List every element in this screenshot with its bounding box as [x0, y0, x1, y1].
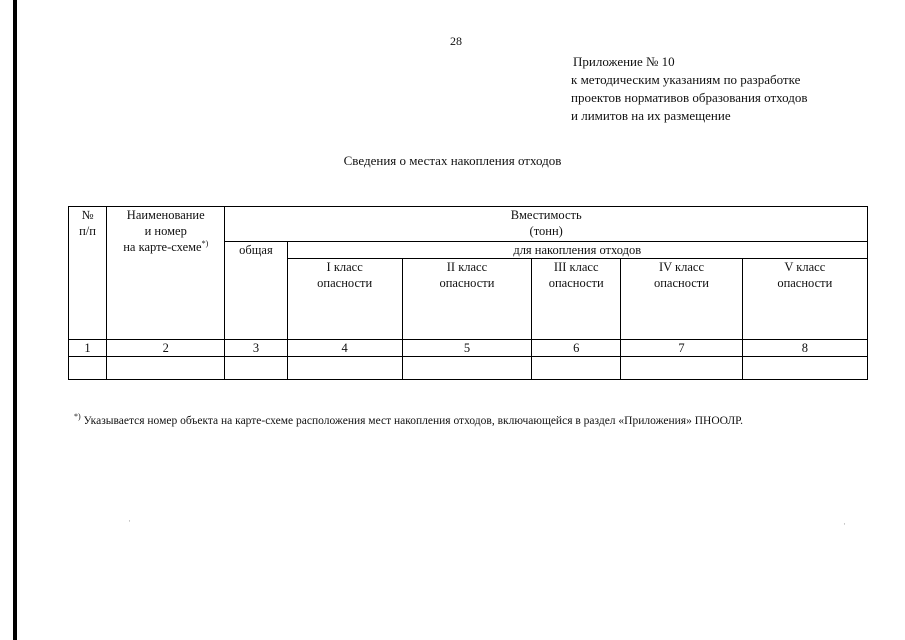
header-for-accumulation: для накопления отходов [287, 242, 867, 259]
header-class-2 [402, 259, 531, 340]
column-index: 4 [287, 340, 402, 357]
column-index: 5 [402, 340, 531, 357]
column-index: 1 [69, 340, 107, 357]
header-class-3 [532, 259, 621, 340]
annex-line-1: Приложение № 10 [573, 54, 675, 69]
header-name-line-1: Наименование [126, 208, 205, 222]
class-4-line-2: опасности [653, 276, 709, 290]
column-index: 6 [532, 340, 621, 357]
table-cell [69, 357, 107, 380]
footnote-marker: *) [201, 238, 209, 248]
footnote [74, 412, 743, 427]
header-class-1 [287, 259, 402, 340]
column-index: 3 [225, 340, 287, 357]
column-index: 8 [742, 340, 867, 357]
scan-edge-bar [13, 0, 17, 640]
table-cell [742, 357, 867, 380]
header-capacity-line-1: Вместимость [510, 208, 582, 222]
document-title: Сведения о местах накопления отходов [343, 153, 562, 168]
table-cell [225, 357, 287, 380]
table-row [69, 357, 868, 380]
class-3-line-2: опасности [548, 276, 604, 290]
table-cell [107, 357, 225, 380]
table-cell [402, 357, 531, 380]
footnote-text: Указывается номер объекта на карте-схеме расположения мест накопления отходов, включающейся в раздел «Приложения» ПНООЛР. [80, 415, 743, 427]
table-cell [287, 357, 402, 380]
annex-header [571, 53, 808, 125]
column-index: 7 [621, 340, 742, 357]
header-capacity-line-2: (тонн) [529, 224, 563, 238]
table-cell [621, 357, 742, 380]
header-number-pp: п/п [79, 224, 96, 238]
class-5-line-2: опасности [777, 276, 833, 290]
class-5-line-1: V класс [784, 260, 826, 274]
column-index-row [69, 340, 868, 357]
waste-sites-table [68, 206, 868, 380]
header-capacity [225, 207, 868, 242]
annex-line-4: и лимитов на их размещение [571, 108, 731, 123]
header-class-4 [621, 259, 742, 340]
class-3-line-1: III класс [553, 260, 599, 274]
table-cell [532, 357, 621, 380]
class-1-line-1: I класс [326, 260, 363, 274]
class-4-line-1: IV класс [658, 260, 704, 274]
header-name-line-3 [107, 239, 224, 255]
page-number: 28 [450, 34, 462, 48]
class-1-line-2: опасности [317, 276, 373, 290]
header-name-line-3-text: на карте-схеме [123, 240, 202, 254]
header-total: общая [225, 242, 287, 340]
annex-line-3: проектов нормативов образования отходов [571, 90, 808, 105]
header-row-number [69, 207, 107, 340]
scan-speck: · [843, 519, 846, 529]
header-number-sign: № [81, 208, 94, 222]
footnote-mark: *) [74, 412, 81, 422]
header-class-5 [742, 259, 867, 340]
class-2-line-1: II класс [446, 260, 488, 274]
annex-line-2: к методическим указаниям по разработке [571, 72, 801, 87]
column-index: 2 [107, 340, 225, 357]
header-name-line-2: и номер [144, 224, 187, 238]
header-name [107, 207, 225, 340]
scan-speck: · [128, 516, 131, 526]
class-2-line-2: опасности [439, 276, 495, 290]
